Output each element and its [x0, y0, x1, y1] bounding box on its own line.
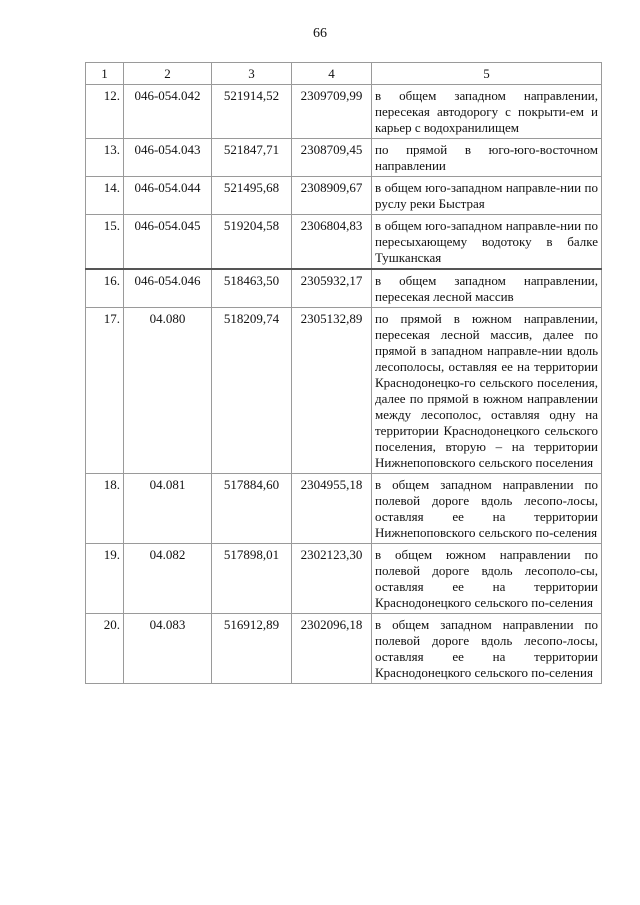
row-number: 19.	[86, 544, 124, 614]
point-id: 046-054.046	[124, 269, 212, 308]
row-number: 13.	[86, 139, 124, 177]
direction-description: в общем западном направлении, пересекая лесной массив	[372, 269, 602, 308]
point-id: 04.083	[124, 614, 212, 684]
point-id: 04.081	[124, 474, 212, 544]
row-number: 20.	[86, 614, 124, 684]
coord-x: 517884,60	[212, 474, 292, 544]
direction-description: в общем юго-западном направле-нии по руслу реки Быстрая	[372, 177, 602, 215]
coord-y: 2302096,18	[292, 614, 372, 684]
coord-x: 517898,01	[212, 544, 292, 614]
table-row	[86, 215, 602, 270]
row-number: 14.	[86, 177, 124, 215]
direction-description: по прямой в юго-юго-восточном направлении	[372, 139, 602, 177]
coord-x: 521495,68	[212, 177, 292, 215]
point-id: 046-054.042	[124, 85, 212, 139]
table-header-row	[86, 63, 602, 85]
coord-y: 2305932,17	[292, 269, 372, 308]
direction-description: в общем западном направлении, пересекая автодорогу с покрыти-ем и карьер с водохранилищем	[372, 85, 602, 139]
coord-y: 2304955,18	[292, 474, 372, 544]
coord-x: 518209,74	[212, 308, 292, 474]
coord-x: 519204,58	[212, 215, 292, 270]
direction-description: в общем юго-западном направле-нии по пересыхающему водотоку в балке Тушканская	[372, 215, 602, 270]
coord-y: 2309709,99	[292, 85, 372, 139]
table-row	[86, 544, 602, 614]
table-row	[86, 139, 602, 177]
direction-description: в общем южном направлении по полевой дороге вдоль лесополо-сы, оставляя ее на территории Краснодонецкого сельского по-селения	[372, 544, 602, 614]
table-row	[86, 474, 602, 544]
point-id: 04.080	[124, 308, 212, 474]
table-row	[86, 85, 602, 139]
row-number: 12.	[86, 85, 124, 139]
header-cell: 1	[86, 63, 124, 85]
header-cell: 3	[212, 63, 292, 85]
point-id: 046-054.043	[124, 139, 212, 177]
row-number: 17.	[86, 308, 124, 474]
coord-y: 2306804,83	[292, 215, 372, 270]
point-id: 04.082	[124, 544, 212, 614]
coord-y: 2305132,89	[292, 308, 372, 474]
table-row	[86, 177, 602, 215]
row-number: 16.	[86, 269, 124, 308]
table-row	[86, 614, 602, 684]
header-cell: 4	[292, 63, 372, 85]
direction-description: по прямой в южном направлении, пересекая лесной массив, далее по прямой в западном направле-нии вдоль лесополосы, оставляя ее на территории Краснодонецко-го сельского поселения, далее по прямой в южном направлении между лесополос, оставляя одну на территории Краснодонецкого сельского поселения, вторую – на территории Нижнепоповского сельского поселения	[372, 308, 602, 474]
coord-x: 521847,71	[212, 139, 292, 177]
table-row	[86, 269, 602, 308]
point-id: 046-054.045	[124, 215, 212, 270]
boundary-table	[85, 62, 602, 684]
coord-x: 518463,50	[212, 269, 292, 308]
header-cell: 2	[124, 63, 212, 85]
coord-y: 2308909,67	[292, 177, 372, 215]
point-id: 046-054.044	[124, 177, 212, 215]
coord-y: 2308709,45	[292, 139, 372, 177]
coord-y: 2302123,30	[292, 544, 372, 614]
coord-x: 516912,89	[212, 614, 292, 684]
coord-x: 521914,52	[212, 85, 292, 139]
row-number: 15.	[86, 215, 124, 270]
direction-description: в общем западном направлении по полевой дороге вдоль лесопо-лосы, оставляя ее на территории Нижнепоповского сельского по-селения	[372, 474, 602, 544]
page-number: 66	[313, 26, 327, 41]
header-cell: 5	[372, 63, 602, 85]
direction-description: в общем западном направлении по полевой дороге вдоль лесопо-лосы, оставляя ее на территории Краснодонецкого сельского по-селения	[372, 614, 602, 684]
row-number: 18.	[86, 474, 124, 544]
table-row	[86, 308, 602, 474]
